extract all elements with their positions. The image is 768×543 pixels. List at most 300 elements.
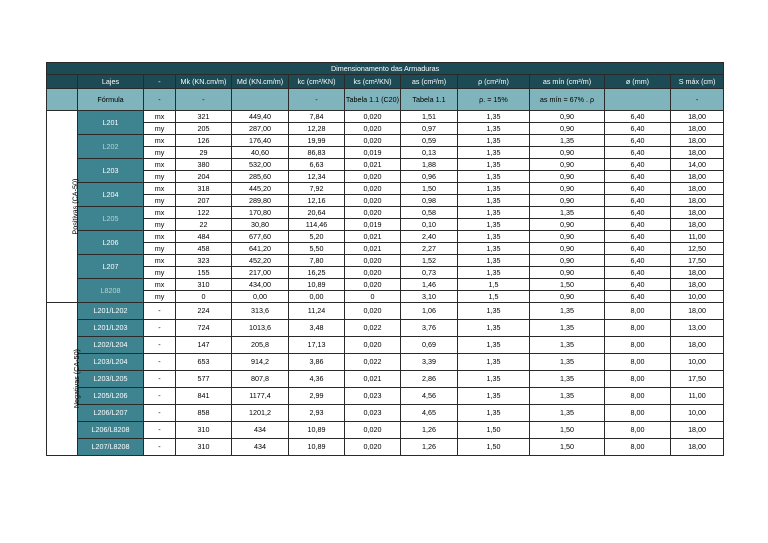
table-cell: 30,80 bbox=[232, 219, 289, 231]
table-cell: 434 bbox=[232, 439, 289, 456]
table-cell: 18,00 bbox=[671, 267, 724, 279]
table-cell: - bbox=[144, 354, 176, 371]
table-cell: 1,35 bbox=[458, 243, 530, 255]
table-cell: 0,00 bbox=[232, 291, 289, 303]
table-cell: 4,65 bbox=[401, 405, 458, 422]
table-cell: 20,64 bbox=[289, 207, 345, 219]
table-cell: 0,90 bbox=[530, 123, 605, 135]
group-label-positive bbox=[47, 111, 78, 303]
table-cell: 11,24 bbox=[289, 303, 345, 320]
table-cell: 0,90 bbox=[530, 147, 605, 159]
slab-name: L206 bbox=[78, 231, 144, 255]
table-cell: 0,019 bbox=[345, 147, 401, 159]
table-cell: 12,50 bbox=[671, 243, 724, 255]
table-cell: 8,00 bbox=[605, 354, 671, 371]
table-cell: 8,00 bbox=[605, 320, 671, 337]
table-cell: 13,00 bbox=[671, 320, 724, 337]
table-cell: 8,00 bbox=[605, 405, 671, 422]
table-row bbox=[47, 267, 724, 279]
table-cell: 0,020 bbox=[345, 439, 401, 456]
table-cell: 1,35 bbox=[530, 135, 605, 147]
table-cell: 6,40 bbox=[605, 243, 671, 255]
table-cell: 205 bbox=[176, 123, 232, 135]
column-header: Mk (KN.cm/m) bbox=[176, 75, 232, 89]
table-cell: 1,35 bbox=[530, 354, 605, 371]
table-cell: mx bbox=[144, 135, 176, 147]
slab-name: L203 bbox=[78, 159, 144, 183]
slab-pair-name: L203/L204 bbox=[78, 354, 144, 371]
table-cell: 18,00 bbox=[671, 183, 724, 195]
table-cell: 2,93 bbox=[289, 405, 345, 422]
table-cell: 6,63 bbox=[289, 159, 345, 171]
table-cell: 0,69 bbox=[401, 337, 458, 354]
formula-cell bbox=[232, 89, 289, 111]
column-header: kc (cm²/KN) bbox=[289, 75, 345, 89]
formula-cell: - bbox=[144, 89, 176, 111]
table-cell: 19,99 bbox=[289, 135, 345, 147]
table-cell: 452,20 bbox=[232, 255, 289, 267]
table-cell: 18,00 bbox=[671, 147, 724, 159]
formula-cell: - bbox=[671, 89, 724, 111]
table-cell: 484 bbox=[176, 231, 232, 243]
table-cell: 6,40 bbox=[605, 291, 671, 303]
table-cell: 677,60 bbox=[232, 231, 289, 243]
table-cell: 1,50 bbox=[458, 439, 530, 456]
table-cell: 0,020 bbox=[345, 303, 401, 320]
column-header: ø (mm) bbox=[605, 75, 671, 89]
table-cell: 0,96 bbox=[401, 171, 458, 183]
table-cell: 8,00 bbox=[605, 371, 671, 388]
table-cell: 1201,2 bbox=[232, 405, 289, 422]
table-cell: 434 bbox=[232, 422, 289, 439]
table-cell: 6,40 bbox=[605, 207, 671, 219]
table-cell: 1,5 bbox=[458, 291, 530, 303]
table-cell: 155 bbox=[176, 267, 232, 279]
table-cell: 434,00 bbox=[232, 279, 289, 291]
table-cell: 18,00 bbox=[671, 439, 724, 456]
table-cell: 0,90 bbox=[530, 267, 605, 279]
table-cell: 1,35 bbox=[458, 111, 530, 123]
table-cell: 1,50 bbox=[458, 422, 530, 439]
table-cell: 1,35 bbox=[530, 405, 605, 422]
table-cell: 10,00 bbox=[671, 405, 724, 422]
table-cell: 8,00 bbox=[605, 337, 671, 354]
table-cell: 807,8 bbox=[232, 371, 289, 388]
table-cell: 8,00 bbox=[605, 303, 671, 320]
table-cell: 1,50 bbox=[530, 422, 605, 439]
table-cell: 0,023 bbox=[345, 405, 401, 422]
table-cell: 1,5 bbox=[458, 279, 530, 291]
table-cell: 29 bbox=[176, 147, 232, 159]
formula-row bbox=[47, 89, 724, 111]
table-cell: 1,35 bbox=[458, 405, 530, 422]
table-cell: 0,90 bbox=[530, 231, 605, 243]
formula-cell: Tabela 1.1 bbox=[401, 89, 458, 111]
column-header: - bbox=[144, 75, 176, 89]
slab-name: L8208 bbox=[78, 279, 144, 303]
column-header: as (cm²/m) bbox=[401, 75, 458, 89]
table-cell: 841 bbox=[176, 388, 232, 405]
table-cell: 2,27 bbox=[401, 243, 458, 255]
table-cell: 18,00 bbox=[671, 279, 724, 291]
table-cell: 0,020 bbox=[345, 183, 401, 195]
table-cell: 1,50 bbox=[401, 183, 458, 195]
table-cell: 1,88 bbox=[401, 159, 458, 171]
table-cell: mx bbox=[144, 255, 176, 267]
table-cell: 5,20 bbox=[289, 231, 345, 243]
table-cell: 176,40 bbox=[232, 135, 289, 147]
table-cell: 0,021 bbox=[345, 159, 401, 171]
table-cell: my bbox=[144, 267, 176, 279]
table-cell: 18,00 bbox=[671, 207, 724, 219]
table-row bbox=[47, 354, 724, 371]
table-cell: 18,00 bbox=[671, 123, 724, 135]
table-cell: 1,35 bbox=[458, 371, 530, 388]
table-cell: 1,50 bbox=[530, 279, 605, 291]
table-cell: 0,90 bbox=[530, 195, 605, 207]
table-cell: 0,020 bbox=[345, 195, 401, 207]
table-cell: 2,99 bbox=[289, 388, 345, 405]
table-cell: 0,90 bbox=[530, 219, 605, 231]
slab-pair-name: L206/L207 bbox=[78, 405, 144, 422]
table-row bbox=[47, 219, 724, 231]
table-cell: 224 bbox=[176, 303, 232, 320]
table-cell: 126 bbox=[176, 135, 232, 147]
table-cell: 1,35 bbox=[530, 303, 605, 320]
table-cell: 653 bbox=[176, 354, 232, 371]
table-cell: 1,06 bbox=[401, 303, 458, 320]
table-cell: 207 bbox=[176, 195, 232, 207]
table-cell: 1,35 bbox=[458, 303, 530, 320]
table-cell: 2,86 bbox=[401, 371, 458, 388]
table-cell: 858 bbox=[176, 405, 232, 422]
table-cell: 1,35 bbox=[458, 171, 530, 183]
slab-pair-name: L207/L8208 bbox=[78, 439, 144, 456]
table-cell: 1,35 bbox=[458, 159, 530, 171]
table-row bbox=[47, 279, 724, 291]
table-cell: - bbox=[144, 405, 176, 422]
table-cell: 12,16 bbox=[289, 195, 345, 207]
table-cell: 0,90 bbox=[530, 255, 605, 267]
table-cell: 0 bbox=[176, 291, 232, 303]
table-cell: 6,40 bbox=[605, 171, 671, 183]
table-cell: 10,89 bbox=[289, 279, 345, 291]
table-cell: 17,13 bbox=[289, 337, 345, 354]
table-cell: 7,84 bbox=[289, 111, 345, 123]
table-cell: 0,90 bbox=[530, 183, 605, 195]
table-cell: 1,35 bbox=[458, 388, 530, 405]
table-cell: - bbox=[144, 337, 176, 354]
table-cell: 1,35 bbox=[530, 207, 605, 219]
table-row bbox=[47, 291, 724, 303]
table-cell: 0,13 bbox=[401, 147, 458, 159]
formula-cell: - bbox=[176, 89, 232, 111]
slab-name: L204 bbox=[78, 183, 144, 207]
table-cell: my bbox=[144, 147, 176, 159]
table-cell: 18,00 bbox=[671, 135, 724, 147]
table-cell: 0,020 bbox=[345, 279, 401, 291]
table-cell: 6,40 bbox=[605, 255, 671, 267]
table-cell: 17,50 bbox=[671, 371, 724, 388]
table-cell: 1,35 bbox=[458, 354, 530, 371]
formula-cell bbox=[605, 89, 671, 111]
column-header: ks (cm²/KN) bbox=[345, 75, 401, 89]
table-cell: 0,021 bbox=[345, 371, 401, 388]
table-cell: 1,50 bbox=[530, 439, 605, 456]
table-row bbox=[47, 147, 724, 159]
table-cell: 289,80 bbox=[232, 195, 289, 207]
table-cell: 1,35 bbox=[530, 371, 605, 388]
table-cell: 6,40 bbox=[605, 111, 671, 123]
formula-cell: Tabela 1.1 (C20) bbox=[345, 89, 401, 111]
table-cell: - bbox=[144, 371, 176, 388]
formula-corner bbox=[47, 89, 78, 111]
table-cell: 323 bbox=[176, 255, 232, 267]
table-cell: 16,25 bbox=[289, 267, 345, 279]
table-cell: 18,00 bbox=[671, 303, 724, 320]
table-cell: 7,80 bbox=[289, 255, 345, 267]
table-cell: mx bbox=[144, 183, 176, 195]
table-cell: 380 bbox=[176, 159, 232, 171]
table-cell: 18,00 bbox=[671, 422, 724, 439]
table-cell: 3,10 bbox=[401, 291, 458, 303]
table-cell: 0,020 bbox=[345, 267, 401, 279]
table-cell: 18,00 bbox=[671, 219, 724, 231]
table-cell: 0,020 bbox=[345, 422, 401, 439]
slab-name: L205 bbox=[78, 207, 144, 231]
table-cell: 6,40 bbox=[605, 159, 671, 171]
table-cell: 8,00 bbox=[605, 388, 671, 405]
table-cell: 14,00 bbox=[671, 159, 724, 171]
table-row bbox=[47, 371, 724, 388]
slab-name: L207 bbox=[78, 255, 144, 279]
table-cell: 0,020 bbox=[345, 111, 401, 123]
table-cell: my bbox=[144, 219, 176, 231]
table-cell: 11,00 bbox=[671, 388, 724, 405]
table-cell: 1,35 bbox=[458, 337, 530, 354]
table-cell: 0,90 bbox=[530, 291, 605, 303]
table-cell: 445,20 bbox=[232, 183, 289, 195]
table-cell: 1,51 bbox=[401, 111, 458, 123]
table-cell: 1,35 bbox=[458, 183, 530, 195]
table-cell: - bbox=[144, 422, 176, 439]
table-cell: 318 bbox=[176, 183, 232, 195]
table-cell: 18,00 bbox=[671, 111, 724, 123]
formula-cell: - bbox=[289, 89, 345, 111]
table-row bbox=[47, 320, 724, 337]
table-cell: 724 bbox=[176, 320, 232, 337]
table-cell: 310 bbox=[176, 422, 232, 439]
table-row bbox=[47, 207, 724, 219]
table-cell: 1,46 bbox=[401, 279, 458, 291]
table-cell: 0,020 bbox=[345, 337, 401, 354]
table-row bbox=[47, 123, 724, 135]
slab-name: L202 bbox=[78, 135, 144, 159]
table-cell: 0,59 bbox=[401, 135, 458, 147]
table-cell: 3,39 bbox=[401, 354, 458, 371]
table-cell: 321 bbox=[176, 111, 232, 123]
table-cell: 1,35 bbox=[458, 147, 530, 159]
table-cell: - bbox=[144, 320, 176, 337]
table-cell: my bbox=[144, 291, 176, 303]
table-cell: - bbox=[144, 439, 176, 456]
table-cell: 18,00 bbox=[671, 337, 724, 354]
table-cell: 0,019 bbox=[345, 219, 401, 231]
table-cell: 0,90 bbox=[530, 159, 605, 171]
table-cell: 2,40 bbox=[401, 231, 458, 243]
table-row bbox=[47, 171, 724, 183]
table-cell: my bbox=[144, 195, 176, 207]
formula-cell: as mín = 67% . ρ bbox=[530, 89, 605, 111]
table-cell: 6,40 bbox=[605, 279, 671, 291]
table-cell: 287,00 bbox=[232, 123, 289, 135]
table-cell: 6,40 bbox=[605, 195, 671, 207]
column-header: S máx (cm) bbox=[671, 75, 724, 89]
slab-pair-name: L201/L203 bbox=[78, 320, 144, 337]
table-cell: 40,60 bbox=[232, 147, 289, 159]
table-cell: 6,40 bbox=[605, 147, 671, 159]
table-cell: 0,022 bbox=[345, 320, 401, 337]
table-cell: 1,35 bbox=[530, 320, 605, 337]
table-cell: 285,60 bbox=[232, 171, 289, 183]
table-cell: 114,46 bbox=[289, 219, 345, 231]
table-cell: 0,022 bbox=[345, 354, 401, 371]
table-cell: 6,40 bbox=[605, 135, 671, 147]
table-cell: 0,10 bbox=[401, 219, 458, 231]
table-cell: 1013,6 bbox=[232, 320, 289, 337]
group-label-negative bbox=[47, 303, 81, 456]
slab-pair-name: L206/L8208 bbox=[78, 422, 144, 439]
slab-pair-name: L205/L206 bbox=[78, 388, 144, 405]
formula-cell: ρ. = 15% bbox=[458, 89, 530, 111]
table-row bbox=[47, 135, 724, 147]
table-cell: 310 bbox=[176, 279, 232, 291]
table-row bbox=[47, 255, 724, 267]
table-cell: 17,50 bbox=[671, 255, 724, 267]
table-cell: mx bbox=[144, 111, 176, 123]
table-cell: 0,020 bbox=[345, 135, 401, 147]
table-cell: mx bbox=[144, 207, 176, 219]
table-cell: 1,26 bbox=[401, 439, 458, 456]
table-cell: mx bbox=[144, 231, 176, 243]
table-row bbox=[47, 439, 724, 456]
table-cell: 0,97 bbox=[401, 123, 458, 135]
table-cell: - bbox=[144, 303, 176, 320]
table-cell: my bbox=[144, 171, 176, 183]
table-row bbox=[47, 159, 724, 171]
table-cell: 18,00 bbox=[671, 171, 724, 183]
header-corner bbox=[47, 75, 78, 89]
table-cell: 1,35 bbox=[458, 255, 530, 267]
table-cell: 1,35 bbox=[458, 135, 530, 147]
table-cell: - bbox=[144, 388, 176, 405]
table-cell: 914,2 bbox=[232, 354, 289, 371]
table-cell: 1,35 bbox=[458, 195, 530, 207]
table-cell: 0,90 bbox=[530, 111, 605, 123]
slab-pair-name: L203/L205 bbox=[78, 371, 144, 388]
table-cell: 1,35 bbox=[530, 388, 605, 405]
table-cell: 1,35 bbox=[458, 123, 530, 135]
table-cell: 0,020 bbox=[345, 171, 401, 183]
table-row bbox=[47, 405, 724, 422]
table-cell: 1,35 bbox=[458, 219, 530, 231]
table-cell: 1,35 bbox=[458, 320, 530, 337]
table-cell: 0,73 bbox=[401, 267, 458, 279]
table-row bbox=[47, 303, 724, 320]
table-cell: 313,6 bbox=[232, 303, 289, 320]
table-cell: 449,40 bbox=[232, 111, 289, 123]
table-cell: 1,35 bbox=[530, 337, 605, 354]
table-cell: 12,34 bbox=[289, 171, 345, 183]
table-cell: 310 bbox=[176, 439, 232, 456]
table-cell: 86,83 bbox=[289, 147, 345, 159]
table-cell: 6,40 bbox=[605, 267, 671, 279]
column-header: Lajes bbox=[78, 75, 144, 89]
table-cell: 217,00 bbox=[232, 267, 289, 279]
table-cell: 4,36 bbox=[289, 371, 345, 388]
table-cell: 147 bbox=[176, 337, 232, 354]
table-cell: 8,00 bbox=[605, 439, 671, 456]
reinforcement-table bbox=[46, 62, 724, 456]
table-cell: 0,00 bbox=[289, 291, 345, 303]
table-row bbox=[47, 195, 724, 207]
column-header: ρ (cm²/m) bbox=[458, 75, 530, 89]
table-cell: 577 bbox=[176, 371, 232, 388]
table-cell: 1,35 bbox=[458, 207, 530, 219]
column-header: Md (KN.cm/m) bbox=[232, 75, 289, 89]
table-cell: mx bbox=[144, 159, 176, 171]
table-cell: 5,50 bbox=[289, 243, 345, 255]
table-cell: 458 bbox=[176, 243, 232, 255]
slab-pair-name: L202/L204 bbox=[78, 337, 144, 354]
table-cell: 10,00 bbox=[671, 291, 724, 303]
table-cell: 22 bbox=[176, 219, 232, 231]
table-cell: 1,26 bbox=[401, 422, 458, 439]
slab-name: L201 bbox=[78, 111, 144, 135]
table-cell: 3,86 bbox=[289, 354, 345, 371]
table-cell: 10,00 bbox=[671, 354, 724, 371]
header-row bbox=[47, 75, 724, 89]
slab-pair-name: L201/L202 bbox=[78, 303, 144, 320]
table-row bbox=[47, 337, 724, 354]
table-row bbox=[47, 422, 724, 439]
table-cell: 7,92 bbox=[289, 183, 345, 195]
table-cell: 204 bbox=[176, 171, 232, 183]
table-cell: 6,40 bbox=[605, 231, 671, 243]
table-cell: 1,35 bbox=[458, 231, 530, 243]
table-cell: my bbox=[144, 123, 176, 135]
table-cell: 0,90 bbox=[530, 171, 605, 183]
table-cell: my bbox=[144, 243, 176, 255]
table-title: Dimensionamento das Armaduras bbox=[47, 63, 724, 75]
table-cell: 0,98 bbox=[401, 195, 458, 207]
table-cell: 6,40 bbox=[605, 219, 671, 231]
table-cell: 0,020 bbox=[345, 255, 401, 267]
table-cell: 0,021 bbox=[345, 231, 401, 243]
table-cell: 0,023 bbox=[345, 388, 401, 405]
table-cell: 10,89 bbox=[289, 422, 345, 439]
table-cell: 170,80 bbox=[232, 207, 289, 219]
table-row bbox=[47, 111, 724, 123]
group-label-text: Negativas (CA-50) bbox=[71, 349, 81, 409]
table-cell: 8,00 bbox=[605, 422, 671, 439]
table-row bbox=[47, 243, 724, 255]
table-cell: 1,52 bbox=[401, 255, 458, 267]
table-row bbox=[47, 231, 724, 243]
group-label-text: Positivas (CA-50) bbox=[70, 178, 80, 235]
table-cell: 205,8 bbox=[232, 337, 289, 354]
table-cell: 6,40 bbox=[605, 183, 671, 195]
